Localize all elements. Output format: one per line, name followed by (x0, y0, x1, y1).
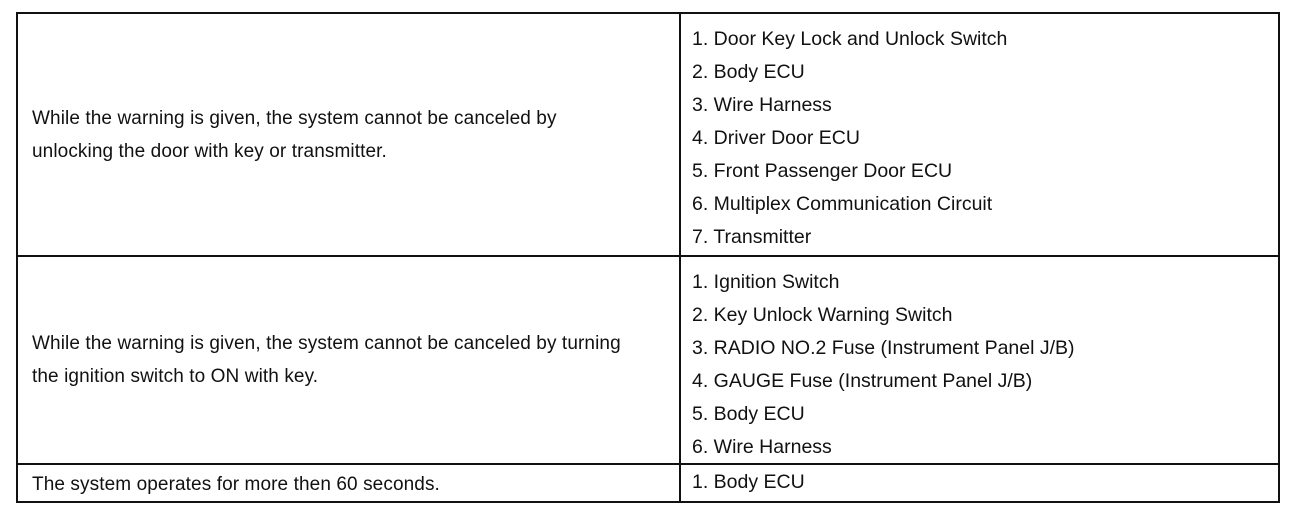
cause-item: 5. Body ECU (692, 403, 805, 425)
cause-item: 6. Multiplex Communication Circuit (692, 193, 993, 215)
symptom-text: While the warning is given, the system cannot be canceled by turning the ignition switch to ON with key. (32, 333, 621, 387)
cause-item: 1. Body ECU (692, 471, 805, 493)
cause-list (692, 266, 1278, 464)
table-row (18, 257, 1278, 465)
cause-item: 2. Key Unlock Warning Switch (692, 304, 953, 326)
causes-cell (681, 465, 1278, 503)
cause-item: 2. Body ECU (692, 61, 805, 83)
cause-item: 5. Front Passenger Door ECU (692, 160, 953, 182)
symptom-cell (18, 465, 681, 503)
cause-item: 1. Ignition Switch (692, 271, 840, 293)
cause-item: 3. Wire Harness (692, 94, 832, 116)
cause-list (692, 466, 1278, 499)
cause-item: 4. Driver Door ECU (692, 127, 860, 149)
causes-cell (681, 14, 1278, 255)
causes-cell (681, 257, 1278, 463)
symptom-text: While the warning is given, the system cannot be canceled by unlocking the door with key or transmitter. (32, 107, 557, 162)
symptom-cell (18, 257, 681, 463)
cause-list (692, 23, 1278, 254)
symptom-text: The system operates for more then 60 seconds. (32, 473, 440, 495)
table-row (18, 465, 1278, 503)
troubleshooting-table (16, 12, 1280, 503)
symptom-cell (18, 14, 681, 255)
cause-item: 1. Door Key Lock and Unlock Switch (692, 28, 1008, 50)
cause-item: 4. GAUGE Fuse (Instrument Panel J/B) (692, 370, 1033, 392)
cause-item: 7. Transmitter (692, 226, 812, 248)
cause-item: 6. Wire Harness (692, 436, 832, 458)
cause-item: 3. RADIO NO.2 Fuse (Instrument Panel J/B) (692, 337, 1075, 359)
table-row (18, 14, 1278, 257)
